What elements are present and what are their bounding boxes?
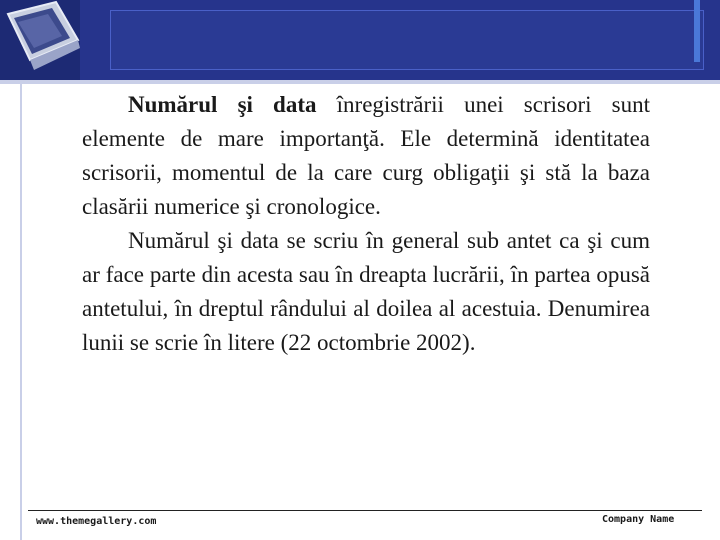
left-margin-rule bbox=[20, 84, 22, 540]
footer-website: www.themegallery.com bbox=[36, 516, 157, 527]
footer-company: Company Name bbox=[602, 514, 675, 525]
slide-body bbox=[82, 88, 650, 360]
header-divider bbox=[0, 80, 720, 84]
paragraph-2: Numărul şi data se scriu în general sub antet ca şi cum ar face parte din acesta sau în dreapta lucrării, în partea opusă antetului, în dreptul rândului al doilea al acestuia. Denumirea lunii se scrie în litere (22 octombrie 2002). bbox=[82, 228, 650, 355]
paragraph-1-text: înregistrării unei scrisori sunt elemente de mare importanţă. Ele determină identitatea scrisorii, momentul de la care curg obligaţii şi stă la baza clasării numerice şi cronologice. bbox=[82, 92, 650, 219]
header-panel bbox=[110, 10, 704, 70]
accent-bar bbox=[694, 0, 700, 62]
footer-divider bbox=[28, 510, 702, 511]
paragraph-1-bold: Numărul şi data bbox=[128, 92, 317, 117]
paragraph-1 bbox=[82, 88, 650, 224]
computer-monitor-icon bbox=[0, 0, 80, 80]
